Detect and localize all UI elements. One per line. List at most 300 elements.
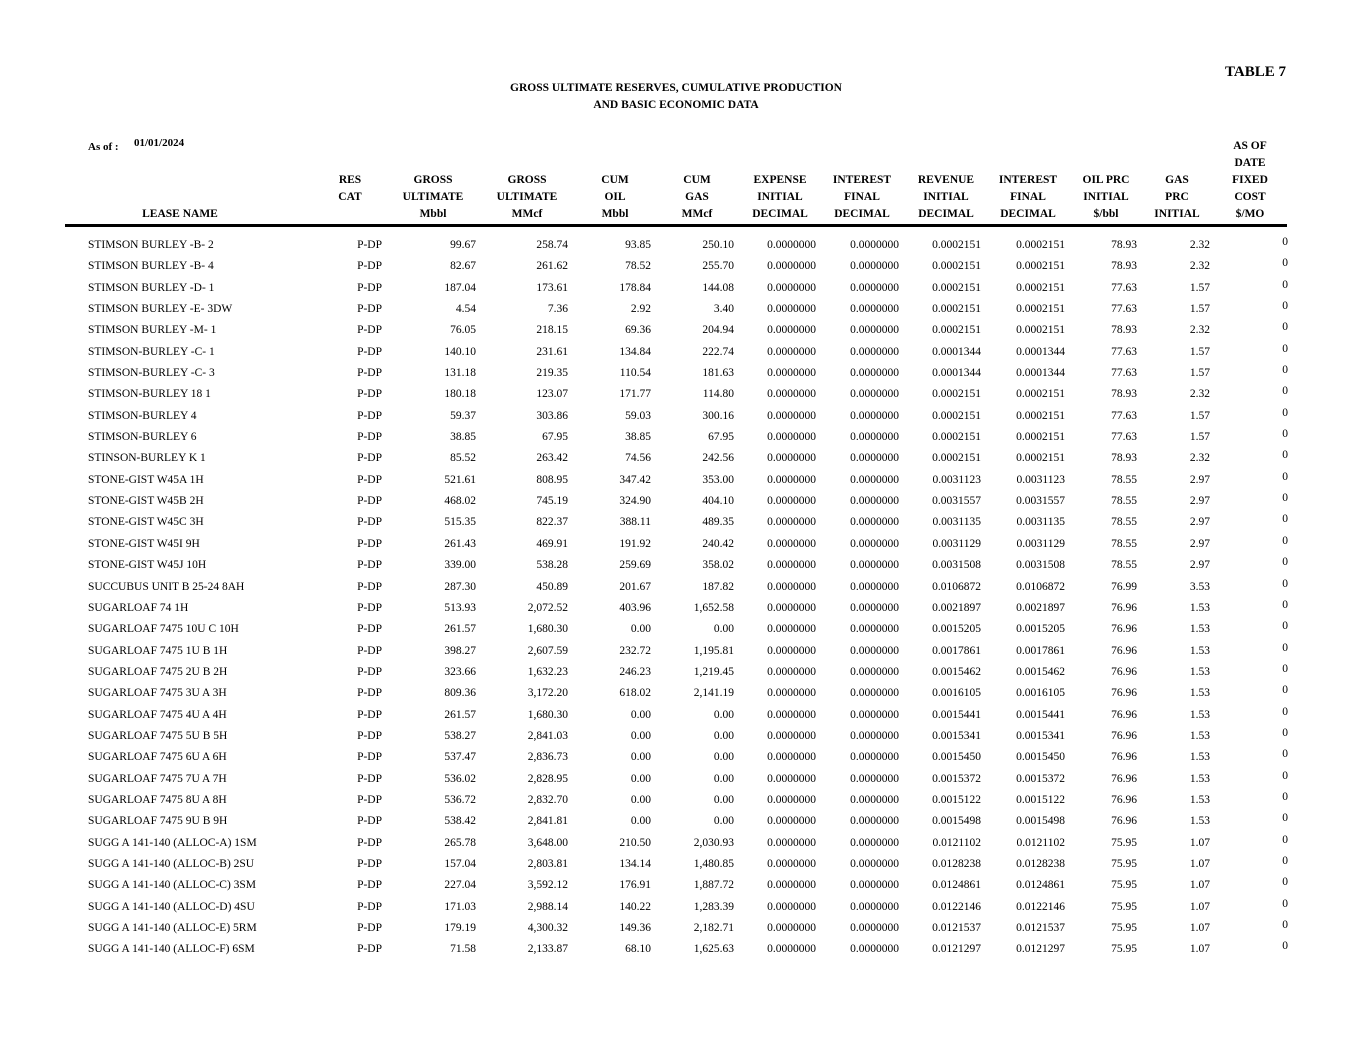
revenue-initial-cell: 0.0016105 xyxy=(932,687,981,700)
interest-final-cell: 0.0016105 xyxy=(1016,687,1065,700)
cum-oil-cell: 171.77 xyxy=(619,388,651,401)
expense-initial-cell: 0.0000000 xyxy=(767,857,816,870)
interest-final-cell: 0.0121537 xyxy=(1016,922,1065,934)
table-row xyxy=(0,918,1365,939)
fixed-cost-cell: 0 xyxy=(1282,876,1288,889)
expense-initial-cell: 0.0000000 xyxy=(767,324,816,337)
gross-ultimate-gas-cell: 450.89 xyxy=(536,580,568,593)
gross-ultimate-oil-cell: 323.66 xyxy=(444,665,476,678)
interest-initial-cell: 0.0000000 xyxy=(850,367,899,380)
interest-initial-cell: 0.0000000 xyxy=(850,772,899,785)
table-row xyxy=(0,427,1365,448)
interest-initial-cell: 0.0000000 xyxy=(850,452,899,465)
gross-ultimate-gas-cell: 3,648.00 xyxy=(527,836,568,849)
fixed-cost-cell: 0 xyxy=(1282,342,1288,355)
res-cat-cell: P-DP xyxy=(357,409,382,422)
gross-ultimate-gas-cell: 1,632.23 xyxy=(527,665,568,678)
gross-ultimate-gas-cell: 2,841.81 xyxy=(527,815,568,828)
res-cat-cell: P-DP xyxy=(357,751,382,764)
res-cat-cell: P-DP xyxy=(357,623,382,636)
gross-ultimate-oil-cell: 171.03 xyxy=(444,900,476,913)
cum-gas-cell: 0.00 xyxy=(713,729,734,742)
oil-price-cell: 77.63 xyxy=(1111,345,1137,358)
table-row xyxy=(0,555,1365,576)
interest-final-cell: 0.0015341 xyxy=(1016,729,1065,742)
oil-price-cell: 76.96 xyxy=(1111,729,1137,742)
cum-gas-cell: 250.10 xyxy=(702,239,734,251)
res-cat-cell: P-DP xyxy=(357,281,382,294)
gas-price-cell: 2.97 xyxy=(1189,537,1210,550)
interest-initial-cell: 0.0000000 xyxy=(850,708,899,721)
header-oil-price: OIL PRC INITIAL $/bbl xyxy=(1082,174,1130,220)
cum-gas-cell: 1,887.72 xyxy=(693,879,734,892)
header-cum-oil: CUM OIL Mbbl xyxy=(601,174,629,220)
gas-price-cell: 1.53 xyxy=(1189,708,1210,721)
table-row xyxy=(0,598,1365,619)
revenue-initial-cell: 0.0002151 xyxy=(932,388,981,401)
gross-ultimate-gas-cell: 303.86 xyxy=(536,409,568,422)
oil-price-cell: 75.95 xyxy=(1111,922,1137,934)
table-row xyxy=(0,363,1365,384)
interest-final-cell: 0.0031123 xyxy=(1016,473,1065,486)
revenue-initial-cell: 0.0031508 xyxy=(932,559,981,572)
gross-ultimate-oil-cell: 515.35 xyxy=(444,516,476,529)
interest-final-cell: 0.0002151 xyxy=(1016,303,1065,316)
res-cat-cell: P-DP xyxy=(357,943,382,956)
cum-oil-cell: 134.84 xyxy=(619,345,651,358)
interest-final-cell: 0.0002151 xyxy=(1016,452,1065,465)
gross-ultimate-oil-cell: 140.10 xyxy=(444,345,476,358)
oil-price-cell: 76.96 xyxy=(1111,601,1137,614)
cum-oil-cell: 246.23 xyxy=(619,665,651,678)
gross-ultimate-gas-cell: 538.28 xyxy=(536,559,568,572)
gas-price-cell: 1.53 xyxy=(1189,751,1210,764)
gross-ultimate-oil-cell: 76.05 xyxy=(450,324,476,337)
table-row xyxy=(0,470,1365,491)
oil-price-cell: 76.96 xyxy=(1111,751,1137,764)
fixed-cost-cell: 0 xyxy=(1282,598,1288,611)
interest-initial-cell: 0.0000000 xyxy=(850,900,899,913)
gross-ultimate-oil-cell: 261.57 xyxy=(444,708,476,721)
res-cat-cell: P-DP xyxy=(357,388,382,401)
cum-gas-cell: 3.40 xyxy=(713,303,734,316)
cum-oil-cell: 0.00 xyxy=(630,772,651,785)
table-row xyxy=(0,235,1365,256)
cum-gas-cell: 255.70 xyxy=(702,260,734,273)
cum-oil-cell: 149.36 xyxy=(619,922,651,934)
expense-initial-cell: 0.0000000 xyxy=(767,665,816,678)
cum-gas-cell: 0.00 xyxy=(713,708,734,721)
interest-initial-cell: 0.0000000 xyxy=(850,239,899,251)
report-title-line2: AND BASIC ECONOMIC DATA xyxy=(593,99,759,111)
oil-price-cell: 77.63 xyxy=(1111,409,1137,422)
table-row xyxy=(0,769,1365,790)
fixed-cost-cell: 0 xyxy=(1282,321,1288,334)
revenue-initial-cell: 0.0015372 xyxy=(932,772,981,785)
lease-name-cell: STIMSON-BURLEY 18 1 xyxy=(88,388,211,401)
res-cat-cell: P-DP xyxy=(357,452,382,465)
res-cat-cell: P-DP xyxy=(357,922,382,934)
table-row xyxy=(0,726,1365,747)
interest-initial-cell: 0.0000000 xyxy=(850,922,899,934)
cum-gas-cell: 1,219.45 xyxy=(693,665,734,678)
gas-price-cell: 1.57 xyxy=(1189,409,1210,422)
gas-price-cell: 1.53 xyxy=(1189,687,1210,700)
fixed-cost-cell: 0 xyxy=(1282,449,1288,462)
interest-final-cell: 0.0122146 xyxy=(1016,900,1065,913)
table-row xyxy=(0,448,1365,469)
table-row xyxy=(0,299,1365,320)
cum-oil-cell: 134.14 xyxy=(619,857,651,870)
cum-oil-cell: 38.85 xyxy=(625,431,651,444)
res-cat-cell: P-DP xyxy=(357,772,382,785)
gas-price-cell: 2.97 xyxy=(1189,495,1210,508)
gas-price-cell: 2.32 xyxy=(1189,324,1210,337)
expense-initial-cell: 0.0000000 xyxy=(767,303,816,316)
lease-name-cell: STIMSON BURLEY -B- 4 xyxy=(88,260,214,273)
revenue-initial-cell: 0.0015462 xyxy=(932,665,981,678)
res-cat-cell: P-DP xyxy=(357,815,382,828)
fixed-cost-cell: 0 xyxy=(1282,940,1288,953)
interest-initial-cell: 0.0000000 xyxy=(850,388,899,401)
interest-initial-cell: 0.0000000 xyxy=(850,644,899,657)
cum-gas-cell: 222.74 xyxy=(702,345,734,358)
interest-final-cell: 0.0031135 xyxy=(1016,516,1065,529)
gross-ultimate-oil-cell: 4.54 xyxy=(455,303,476,316)
table-row xyxy=(0,491,1365,512)
gas-price-cell: 2.97 xyxy=(1189,516,1210,529)
gross-ultimate-gas-cell: 261.62 xyxy=(536,260,568,273)
lease-name-cell: STINSON-BURLEY K 1 xyxy=(88,452,206,465)
revenue-initial-cell: 0.0015341 xyxy=(932,729,981,742)
gas-price-cell: 1.57 xyxy=(1189,281,1210,294)
gross-ultimate-oil-cell: 339.00 xyxy=(444,559,476,572)
gas-price-cell: 1.53 xyxy=(1189,665,1210,678)
interest-initial-cell: 0.0000000 xyxy=(850,495,899,508)
interest-final-cell: 0.0031557 xyxy=(1016,495,1065,508)
cum-oil-cell: 210.50 xyxy=(619,836,651,849)
cum-gas-cell: 242.56 xyxy=(702,452,734,465)
table-row xyxy=(0,641,1365,662)
cum-gas-cell: 0.00 xyxy=(713,623,734,636)
revenue-initial-cell: 0.0015498 xyxy=(932,815,981,828)
revenue-initial-cell: 0.0031123 xyxy=(932,473,981,486)
cum-oil-cell: 59.03 xyxy=(625,409,651,422)
oil-price-cell: 75.95 xyxy=(1111,857,1137,870)
res-cat-cell: P-DP xyxy=(357,367,382,380)
oil-price-cell: 75.95 xyxy=(1111,943,1137,956)
fixed-cost-cell: 0 xyxy=(1282,748,1288,761)
cum-oil-cell: 2.92 xyxy=(630,303,651,316)
gross-ultimate-oil-cell: 38.85 xyxy=(450,431,476,444)
expense-initial-cell: 0.0000000 xyxy=(767,260,816,273)
gas-price-cell: 1.53 xyxy=(1189,772,1210,785)
interest-initial-cell: 0.0000000 xyxy=(850,559,899,572)
interest-final-cell: 0.0015450 xyxy=(1016,751,1065,764)
lease-name-cell: SUGG A 141-140 (ALLOC-D) 4SU xyxy=(88,900,255,913)
expense-initial-cell: 0.0000000 xyxy=(767,239,816,251)
gross-ultimate-oil-cell: 157.04 xyxy=(444,857,476,870)
gross-ultimate-gas-cell: 3,592.12 xyxy=(527,879,568,892)
revenue-initial-cell: 0.0015450 xyxy=(932,751,981,764)
lease-name-cell: SUCCUBUS UNIT B 25-24 8AH xyxy=(88,580,245,593)
lease-name-cell: STONE-GIST W45C 3H xyxy=(88,516,204,529)
gross-ultimate-oil-cell: 513.93 xyxy=(444,601,476,614)
interest-final-cell: 0.0002151 xyxy=(1016,239,1065,251)
cum-gas-cell: 181.63 xyxy=(702,367,734,380)
oil-price-cell: 75.95 xyxy=(1111,900,1137,913)
cum-oil-cell: 324.90 xyxy=(619,495,651,508)
expense-initial-cell: 0.0000000 xyxy=(767,772,816,785)
oil-price-cell: 78.55 xyxy=(1111,559,1137,572)
lease-name-cell: SUGARLOAF 7475 9U B 9H xyxy=(88,815,228,828)
gross-ultimate-oil-cell: 536.02 xyxy=(444,772,476,785)
fixed-cost-cell: 0 xyxy=(1282,833,1288,846)
lease-name-cell: STIMSON-BURLEY 6 xyxy=(88,431,197,444)
res-cat-cell: P-DP xyxy=(357,431,382,444)
interest-initial-cell: 0.0000000 xyxy=(850,409,899,422)
revenue-initial-cell: 0.0002151 xyxy=(932,260,981,273)
res-cat-cell: P-DP xyxy=(357,644,382,657)
res-cat-cell: P-DP xyxy=(357,836,382,849)
interest-initial-cell: 0.0000000 xyxy=(850,879,899,892)
expense-initial-cell: 0.0000000 xyxy=(767,516,816,529)
cum-oil-cell: 140.22 xyxy=(619,900,651,913)
gross-ultimate-gas-cell: 218.15 xyxy=(536,324,568,337)
lease-name-cell: STIMSON-BURLEY 4 xyxy=(88,409,197,422)
gas-price-cell: 2.97 xyxy=(1189,559,1210,572)
interest-final-cell: 0.0002151 xyxy=(1016,409,1065,422)
interest-initial-cell: 0.0000000 xyxy=(850,729,899,742)
oil-price-cell: 78.93 xyxy=(1111,388,1137,401)
oil-price-cell: 76.96 xyxy=(1111,665,1137,678)
interest-final-cell: 0.0001344 xyxy=(1016,367,1065,380)
lease-name-cell: STONE-GIST W45I 9H xyxy=(88,537,200,550)
res-cat-cell: P-DP xyxy=(357,580,382,593)
revenue-initial-cell: 0.0128238 xyxy=(932,857,981,870)
cum-gas-cell: 204.94 xyxy=(702,324,734,337)
header-gross-ultimate-gas: GROSS ULTIMATE MMcf xyxy=(496,174,558,220)
interest-final-cell: 0.0031129 xyxy=(1016,537,1065,550)
res-cat-cell: P-DP xyxy=(357,687,382,700)
interest-final-cell: 0.0002151 xyxy=(1016,388,1065,401)
interest-initial-cell: 0.0000000 xyxy=(850,857,899,870)
header-interest-final: INTEREST FINAL DECIMAL xyxy=(998,174,1058,220)
fixed-cost-cell: 0 xyxy=(1282,236,1288,248)
gross-ultimate-oil-cell: 179.19 xyxy=(444,922,476,934)
oil-price-cell: 78.55 xyxy=(1111,537,1137,550)
gross-ultimate-gas-cell: 4,300.32 xyxy=(527,922,568,934)
gross-ultimate-gas-cell: 67.95 xyxy=(542,431,568,444)
expense-initial-cell: 0.0000000 xyxy=(767,281,816,294)
interest-final-cell: 0.0015122 xyxy=(1016,793,1065,806)
cum-oil-cell: 347.42 xyxy=(619,473,651,486)
expense-initial-cell: 0.0000000 xyxy=(767,495,816,508)
expense-initial-cell: 0.0000000 xyxy=(767,388,816,401)
interest-initial-cell: 0.0000000 xyxy=(850,281,899,294)
cum-gas-cell: 240.42 xyxy=(702,537,734,550)
expense-initial-cell: 0.0000000 xyxy=(767,537,816,550)
gross-ultimate-gas-cell: 2,988.14 xyxy=(527,900,568,913)
gross-ultimate-oil-cell: 227.04 xyxy=(444,879,476,892)
cum-oil-cell: 259.69 xyxy=(619,559,651,572)
expense-initial-cell: 0.0000000 xyxy=(767,644,816,657)
cum-gas-cell: 358.02 xyxy=(702,559,734,572)
gross-ultimate-gas-cell: 2,841.03 xyxy=(527,729,568,742)
revenue-initial-cell: 0.0002151 xyxy=(932,409,981,422)
res-cat-cell: P-DP xyxy=(357,857,382,870)
fixed-cost-cell: 0 xyxy=(1282,662,1288,675)
gas-price-cell: 1.07 xyxy=(1189,857,1210,870)
cum-gas-cell: 2,182.71 xyxy=(693,922,734,934)
interest-initial-cell: 0.0000000 xyxy=(850,516,899,529)
interest-final-cell: 0.0002151 xyxy=(1016,281,1065,294)
fixed-cost-cell: 0 xyxy=(1282,684,1288,697)
gross-ultimate-gas-cell: 3,172.20 xyxy=(527,687,568,700)
cum-gas-cell: 2,030.93 xyxy=(693,836,734,849)
fixed-cost-cell: 0 xyxy=(1282,897,1288,910)
interest-final-cell: 0.0015498 xyxy=(1016,815,1065,828)
gross-ultimate-oil-cell: 82.67 xyxy=(450,260,476,273)
cum-oil-cell: 403.96 xyxy=(619,601,651,614)
cum-oil-cell: 178.84 xyxy=(619,281,651,294)
table-row xyxy=(0,406,1365,427)
res-cat-cell: P-DP xyxy=(357,260,382,273)
interest-final-cell: 0.0021897 xyxy=(1016,601,1065,614)
gross-ultimate-oil-cell: 261.57 xyxy=(444,623,476,636)
gross-ultimate-gas-cell: 469.91 xyxy=(536,537,568,550)
revenue-initial-cell: 0.0122146 xyxy=(932,900,981,913)
oil-price-cell: 78.93 xyxy=(1111,260,1137,273)
fixed-cost-cell: 0 xyxy=(1282,577,1288,590)
revenue-initial-cell: 0.0002151 xyxy=(932,324,981,337)
cum-gas-cell: 114.80 xyxy=(702,388,734,401)
cum-gas-cell: 300.16 xyxy=(702,409,734,422)
interest-final-cell: 0.0002151 xyxy=(1016,260,1065,273)
gas-price-cell: 3.53 xyxy=(1189,580,1210,593)
expense-initial-cell: 0.0000000 xyxy=(767,623,816,636)
interest-initial-cell: 0.0000000 xyxy=(850,665,899,678)
lease-name-cell: SUGARLOAF 74 1H xyxy=(88,601,189,614)
oil-price-cell: 76.96 xyxy=(1111,708,1137,721)
table-number: TABLE 7 xyxy=(1225,64,1286,80)
interest-initial-cell: 0.0000000 xyxy=(850,431,899,444)
lease-name-cell: STIMSON-BURLEY -C- 1 xyxy=(88,345,215,358)
fixed-cost-cell: 0 xyxy=(1282,620,1288,633)
cum-oil-cell: 0.00 xyxy=(630,815,651,828)
res-cat-cell: P-DP xyxy=(357,559,382,572)
lease-name-cell: STONE-GIST W45B 2H xyxy=(88,495,204,508)
cum-gas-cell: 2,141.19 xyxy=(693,687,734,700)
interest-final-cell: 0.0121102 xyxy=(1016,836,1065,849)
revenue-initial-cell: 0.0021897 xyxy=(932,601,981,614)
oil-price-cell: 78.55 xyxy=(1111,495,1137,508)
table-row xyxy=(0,854,1365,875)
fixed-cost-cell: 0 xyxy=(1282,428,1288,441)
interest-final-cell: 0.0015205 xyxy=(1016,623,1065,636)
revenue-initial-cell: 0.0001344 xyxy=(932,345,981,358)
report-title xyxy=(420,80,932,114)
fixed-cost-cell: 0 xyxy=(1282,812,1288,825)
gross-ultimate-oil-cell: 59.37 xyxy=(450,409,476,422)
expense-initial-cell: 0.0000000 xyxy=(767,473,816,486)
interest-final-cell: 0.0031508 xyxy=(1016,559,1065,572)
expense-initial-cell: 0.0000000 xyxy=(767,729,816,742)
gross-ultimate-gas-cell: 808.95 xyxy=(536,473,568,486)
gross-ultimate-oil-cell: 131.18 xyxy=(444,367,476,380)
lease-name-cell: SUGARLOAF 7475 2U B 2H xyxy=(88,665,228,678)
table-row xyxy=(0,619,1365,640)
fixed-cost-cell: 0 xyxy=(1282,278,1288,291)
lease-name-cell: SUGARLOAF 7475 7U A 7H xyxy=(88,772,227,785)
cum-gas-cell: 187.82 xyxy=(702,580,734,593)
fixed-cost-cell: 0 xyxy=(1282,790,1288,803)
gas-price-cell: 1.57 xyxy=(1189,303,1210,316)
revenue-initial-cell: 0.0002151 xyxy=(932,281,981,294)
gross-ultimate-gas-cell: 745.19 xyxy=(536,495,568,508)
header-expense-initial: EXPENSE INITIAL DECIMAL xyxy=(752,174,808,220)
interest-final-cell: 0.0015372 xyxy=(1016,772,1065,785)
oil-price-cell: 76.96 xyxy=(1111,815,1137,828)
table-row xyxy=(0,833,1365,854)
lease-name-cell: SUGARLOAF 7475 3U A 3H xyxy=(88,687,227,700)
revenue-initial-cell: 0.0015205 xyxy=(932,623,981,636)
gas-price-cell: 2.32 xyxy=(1189,260,1210,273)
revenue-initial-cell: 0.0002151 xyxy=(932,303,981,316)
fixed-cost-cell: 0 xyxy=(1282,513,1288,526)
gross-ultimate-oil-cell: 180.18 xyxy=(444,388,476,401)
table-row xyxy=(0,512,1365,533)
gas-price-cell: 2.32 xyxy=(1189,388,1210,401)
revenue-initial-cell: 0.0002151 xyxy=(932,431,981,444)
interest-final-cell: 0.0121297 xyxy=(1016,943,1065,956)
expense-initial-cell: 0.0000000 xyxy=(767,708,816,721)
oil-price-cell: 75.95 xyxy=(1111,836,1137,849)
oil-price-cell: 76.96 xyxy=(1111,793,1137,806)
expense-initial-cell: 0.0000000 xyxy=(767,943,816,956)
revenue-initial-cell: 0.0017861 xyxy=(932,644,981,657)
fixed-cost-cell: 0 xyxy=(1282,534,1288,547)
header-gas-price: GAS PRC INITIAL xyxy=(1154,174,1200,220)
oil-price-cell: 75.95 xyxy=(1111,879,1137,892)
cum-oil-cell: 110.54 xyxy=(619,367,651,380)
cum-oil-cell: 0.00 xyxy=(630,708,651,721)
cum-oil-cell: 0.00 xyxy=(630,751,651,764)
header-revenue-initial: REVENUE INITIAL DECIMAL xyxy=(917,174,975,220)
interest-initial-cell: 0.0000000 xyxy=(850,815,899,828)
gas-price-cell: 1.07 xyxy=(1189,922,1210,934)
lease-name-cell: SUGARLOAF 7475 6U A 6H xyxy=(88,751,227,764)
interest-final-cell: 0.0015441 xyxy=(1016,708,1065,721)
res-cat-cell: P-DP xyxy=(357,516,382,529)
as-of-date: 01/01/2024 xyxy=(134,137,185,149)
table-row xyxy=(0,683,1365,704)
revenue-initial-cell: 0.0002151 xyxy=(932,239,981,251)
revenue-initial-cell: 0.0121537 xyxy=(932,922,981,934)
interest-final-cell: 0.0002151 xyxy=(1016,324,1065,337)
table-row xyxy=(0,939,1365,960)
header-fixed-cost: AS OF DATE FIXED COST $/MO xyxy=(1232,140,1268,220)
interest-initial-cell: 0.0000000 xyxy=(850,260,899,273)
cum-gas-cell: 1,195.81 xyxy=(693,644,734,657)
cum-gas-cell: 67.95 xyxy=(708,431,734,444)
oil-price-cell: 78.93 xyxy=(1111,324,1137,337)
oil-price-cell: 77.63 xyxy=(1111,303,1137,316)
oil-price-cell: 77.63 xyxy=(1111,281,1137,294)
table-body xyxy=(0,235,1365,961)
interest-initial-cell: 0.0000000 xyxy=(850,303,899,316)
oil-price-cell: 76.96 xyxy=(1111,623,1137,636)
